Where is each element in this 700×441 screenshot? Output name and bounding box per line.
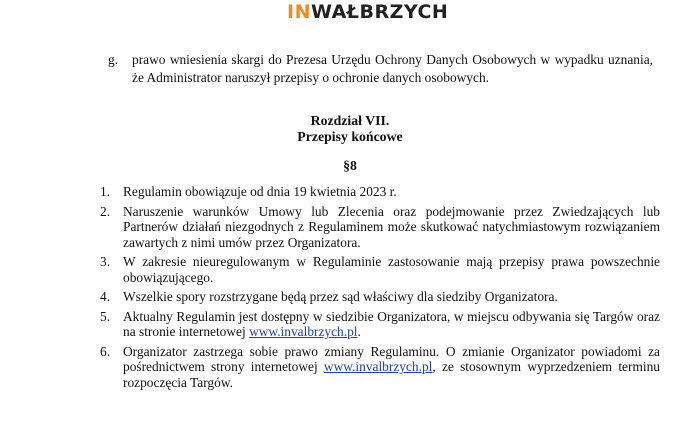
list-item-number: 6. xyxy=(100,343,111,359)
list-item-text xyxy=(123,309,660,340)
list-item-letter: g. xyxy=(108,52,119,67)
list-item-4 xyxy=(100,289,660,305)
list-item-1 xyxy=(100,184,660,200)
logo-part-in: IN xyxy=(287,1,311,23)
list-item-number: 2. xyxy=(100,203,111,219)
list-item-number: 4. xyxy=(100,289,111,304)
list-item-text-after: . xyxy=(357,324,361,339)
list-item-6 xyxy=(100,344,660,391)
section-number: §8 xyxy=(343,158,357,173)
list-item-text-before: Organizator zastrzega sobie prawo zmiany Regulaminu. O zmianie Organizator powiadomi za pośrednictwem strony internetowej xyxy=(123,343,660,374)
list-item-text: prawo wniesienia skargi do Prezesa Urzędu Ochrony Danych Osobowych w wypadku uznania, że Administrator naruszył przepisy o ochronie danych osobowych. xyxy=(132,52,653,85)
list-item-text-after: , ze stosownym wyprzedzeniem terminu rozpoczęcia Targów. xyxy=(123,359,660,390)
website-link[interactable]: www.invalbrzych.pl xyxy=(323,359,433,374)
list-item-text: Naruszenie warunków Umowy lub Zlecenia oraz podejmowanie przez Zwiedzających lub Partnerów działań niezgodnych z Regulaminem może skutkować natychmiastowym rozwiązaniem zawartych z nimi umów przez Organizatora. xyxy=(123,203,660,250)
list-item-text-before: Aktualny Regulamin jest dostępny w siedzibie Organizatora, w miejscu odbywania się Targów oraz na stronie internetowej xyxy=(123,308,660,339)
chapter-subtitle: Przepisy końcowe xyxy=(297,129,403,144)
list-item-3 xyxy=(100,254,660,285)
list-item-text: Regulamin obowiązuje od dnia 19 kwietnia 2023 r. xyxy=(123,184,397,199)
list-item-text xyxy=(123,344,660,391)
list-item-text: Wszelkie spory rozstrzygane będą przez sąd właściwy dla siedziby Organizatora. xyxy=(123,289,558,304)
list-item-2 xyxy=(100,204,660,251)
list-item-5 xyxy=(100,309,660,340)
numbered-list xyxy=(100,184,660,394)
list-item-text: W zakresie nieuregulowanym w Regulaminie zastosowanie mają przepisy prawa powszechnie obowiązującego. xyxy=(123,254,660,285)
list-item-g xyxy=(108,51,653,87)
logo xyxy=(287,0,448,24)
list-item-number: 5. xyxy=(100,308,111,324)
logo-part-walbrzych: WAŁBRZYCH xyxy=(310,1,449,23)
website-link[interactable]: www.invalbrzych.pl xyxy=(249,324,358,339)
chapter-title: Rozdział VII. xyxy=(310,113,390,128)
list-item-number: 1. xyxy=(100,184,111,199)
list-item-number: 3. xyxy=(100,254,111,269)
